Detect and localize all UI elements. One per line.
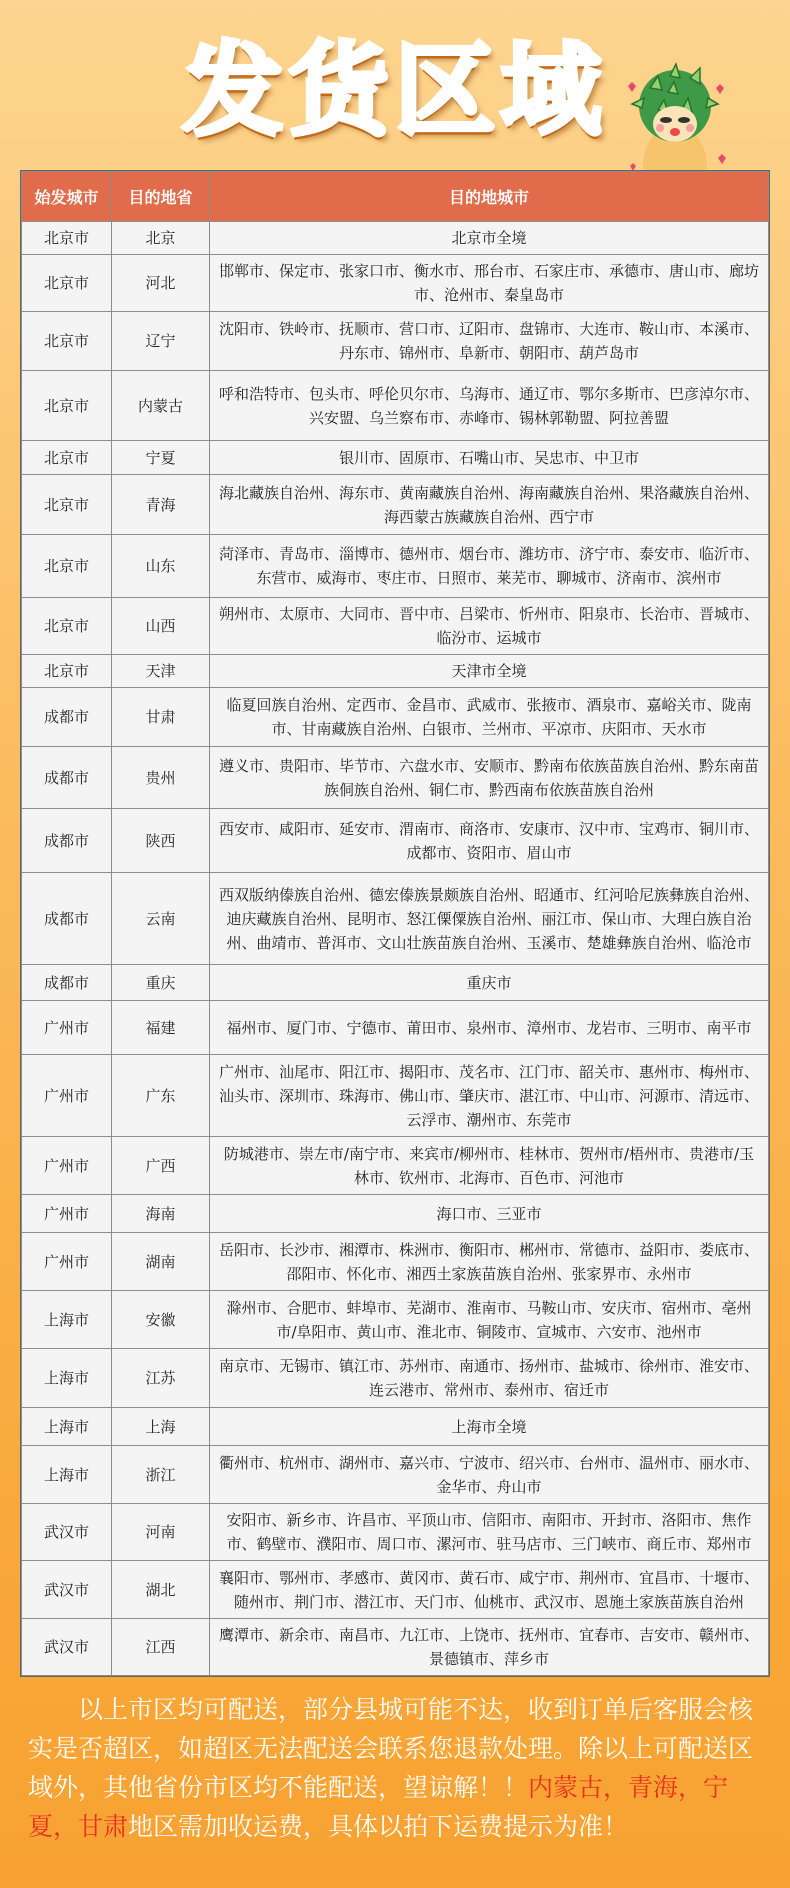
table-row [22, 1504, 769, 1561]
cities-cell: 广州市、汕尾市、阳江市、揭阳市、茂名市、江门市、韶关市、惠州市、梅州市、汕头市、深圳市、珠海市、佛山市、肇庆市、湛江市、中山市、河源市、清远市、云浮市、潮州市、东莞市 [210, 1055, 769, 1137]
cities-cell: 防城港市、崇左市/南宁市、来宾市/柳州市、桂林市、贺州市/梧州市、贵港市/玉林市、钦州市、北海市、百色市、河池市 [210, 1137, 769, 1195]
table-row [22, 809, 769, 873]
table-row [22, 1001, 769, 1055]
table-row [22, 312, 769, 371]
table-row [22, 371, 769, 441]
table-row [22, 873, 769, 965]
table-row [22, 747, 769, 809]
cities-cell: 西安市、咸阳市、延安市、渭南市、商洛市、安康市、汉中市、宝鸡市、铜川市、成都市、资阳市、眉山市 [210, 809, 769, 873]
province-cell: 陕西 [112, 809, 210, 873]
province-cell: 重庆 [112, 965, 210, 1001]
header-destination-cities: 目的地城市 [210, 172, 769, 222]
shipping-table-container [20, 170, 770, 1677]
header-origin-city: 始发城市 [22, 172, 112, 222]
cities-cell: 沈阳市、铁岭市、抚顺市、营口市、辽阳市、盘锦市、大连市、鞍山市、本溪市、丹东市、锦州市、阜新市、朝阳市、葫芦岛市 [210, 312, 769, 371]
cities-cell: 北京市全境 [210, 222, 769, 255]
table-row [22, 1233, 769, 1291]
origin-cell: 广州市 [22, 1001, 112, 1055]
province-cell: 福建 [112, 1001, 210, 1055]
origin-cell: 上海市 [22, 1408, 112, 1446]
table-row [22, 441, 769, 475]
table-row [22, 1619, 769, 1676]
table-row [22, 1408, 769, 1446]
table-row [22, 222, 769, 255]
cities-cell: 福州市、厦门市、宁德市、莆田市、泉州市、漳州市、龙岩市、三明市、南平市 [210, 1001, 769, 1055]
table-row [22, 1561, 769, 1619]
cities-cell: 海口市、三亚市 [210, 1195, 769, 1233]
province-cell: 河南 [112, 1504, 210, 1561]
origin-cell: 北京市 [22, 535, 112, 598]
title-area [0, 18, 790, 168]
origin-cell: 北京市 [22, 222, 112, 255]
origin-cell: 成都市 [22, 809, 112, 873]
origin-cell: 上海市 [22, 1446, 112, 1504]
province-cell: 江西 [112, 1619, 210, 1676]
table-row [22, 535, 769, 598]
province-cell: 甘肃 [112, 688, 210, 747]
cities-cell: 鹰潭市、新余市、南昌市、九江市、上饶市、抚州市、宜春市、吉安市、赣州市、景德镇市、萍乡市 [210, 1619, 769, 1676]
origin-cell: 北京市 [22, 441, 112, 475]
table-row [22, 1291, 769, 1349]
cities-cell: 遵义市、贵阳市、毕节市、六盘水市、安顺市、黔南布依族苗族自治州、黔东南苗族侗族自治州、铜仁市、黔西南布依族苗族自治州 [210, 747, 769, 809]
origin-cell: 广州市 [22, 1137, 112, 1195]
table-row [22, 688, 769, 747]
cities-cell: 滁州市、合肥市、蚌埠市、芜湖市、淮南市、马鞍山市、安庆市、宿州市、亳州市/阜阳市、黄山市、淮北市、铜陵市、宣城市、六安市、池州市 [210, 1291, 769, 1349]
origin-cell: 广州市 [22, 1055, 112, 1137]
cities-cell: 重庆市 [210, 965, 769, 1001]
province-cell: 辽宁 [112, 312, 210, 371]
cities-cell: 衢州市、杭州市、湖州市、嘉兴市、宁波市、绍兴市、台州市、温州市、丽水市、金华市、舟山市 [210, 1446, 769, 1504]
origin-cell: 武汉市 [22, 1561, 112, 1619]
origin-cell: 北京市 [22, 255, 112, 312]
origin-cell: 北京市 [22, 475, 112, 535]
notice-highlight-text: 内蒙古，青海 [528, 1773, 679, 1802]
cities-cell: 邯郸市、保定市、张家口市、衡水市、邢台市、石家庄市、承德市、唐山市、廊坊市、沧州市、秦皇岛市 [210, 255, 769, 312]
origin-cell: 上海市 [22, 1291, 112, 1349]
notice-text: 以上市区均可配送，部分县城可能不达，收到订单后客服会核实是否超区，如超区无法配送会联系您退款处理。除以上可配送区域外，其他省份市区均不能配送，望谅解！！ [28, 1695, 754, 1802]
origin-cell: 成都市 [22, 688, 112, 747]
origin-cell: 广州市 [22, 1233, 112, 1291]
table-row [22, 255, 769, 312]
province-cell: 湖北 [112, 1561, 210, 1619]
origin-cell: 成都市 [22, 965, 112, 1001]
table-row [22, 598, 769, 655]
table-header-row [22, 172, 769, 222]
cities-cell: 襄阳市、鄂州市、孝感市、黄冈市、黄石市、咸宁市、荆州市、宜昌市、十堰市、随州市、荆门市、潜江市、天门市、仙桃市、武汉市、恩施土家族苗族自治州 [210, 1561, 769, 1619]
cities-cell: 临夏回族自治州、定西市、金昌市、武威市、张掖市、酒泉市、嘉峪关市、陇南市、甘南藏族自治州、白银市、兰州市、平凉市、庆阳市、天水市 [210, 688, 769, 747]
province-cell: 贵州 [112, 747, 210, 809]
province-cell: 山东 [112, 535, 210, 598]
header-destination-province: 目的地省 [112, 172, 210, 222]
notice-highlight-text: 宁夏，甘肃 [28, 1773, 729, 1841]
cities-cell: 西双版纳傣族自治州、德宏傣族景颇族自治州、昭通市、红河哈尼族彝族自治州、迪庆藏族自治州、昆明市、怒江傈僳族自治州、丽江市、保山市、大理白族自治州、曲靖市、普洱市、文山壮族苗族自治州、玉溪市、楚雄彝族自治州、临沧市 [210, 873, 769, 965]
province-cell: 内蒙古 [112, 371, 210, 441]
province-cell: 云南 [112, 873, 210, 965]
province-cell: 浙江 [112, 1446, 210, 1504]
table-row [22, 1137, 769, 1195]
province-cell: 江苏 [112, 1349, 210, 1408]
origin-cell: 北京市 [22, 598, 112, 655]
shipping-table [21, 171, 769, 1676]
origin-cell: 成都市 [22, 873, 112, 965]
cities-cell: 岳阳市、长沙市、湘潭市、株洲市、衡阳市、郴州市、常德市、益阳市、娄底市、邵阳市、怀化市、湘西土家族苗族自治州、张家界市、永州市 [210, 1233, 769, 1291]
province-cell: 安徽 [112, 1291, 210, 1349]
table-row [22, 655, 769, 688]
province-cell: 上海 [112, 1408, 210, 1446]
page-title: 发货区域 [183, 32, 607, 149]
cities-cell: 天津市全境 [210, 655, 769, 688]
cities-cell: 安阳市、新乡市、许昌市、平顶山市、信阳市、南阳市、开封市、洛阳市、焦作市、鹤壁市、濮阳市、周口市、漯河市、驻马店市、三门峡市、商丘市、郑州市 [210, 1504, 769, 1561]
province-cell: 湖南 [112, 1233, 210, 1291]
origin-cell: 北京市 [22, 312, 112, 371]
cities-cell: 南京市、无锡市、镇江市、苏州市、南通市、扬州市、盐城市、徐州市、淮安市、连云港市、常州市、泰州市、宿迁市 [210, 1349, 769, 1408]
cities-cell: 银川市、固原市、石嘴山市、吴忠市、中卫市 [210, 441, 769, 475]
table-row [22, 475, 769, 535]
province-cell: 天津 [112, 655, 210, 688]
province-cell: 山西 [112, 598, 210, 655]
table-row [22, 1349, 769, 1408]
table-row [22, 1055, 769, 1137]
origin-cell: 广州市 [22, 1195, 112, 1233]
province-cell: 广东 [112, 1055, 210, 1137]
cities-cell: 呼和浩特市、包头市、呼伦贝尔市、乌海市、通辽市、鄂尔多斯市、巴彦淖尔市、兴安盟、乌兰察布市、赤峰市、锡林郭勒盟、阿拉善盟 [210, 371, 769, 441]
origin-cell: 武汉市 [22, 1619, 112, 1676]
origin-cell: 上海市 [22, 1349, 112, 1408]
province-cell: 青海 [112, 475, 210, 535]
cities-cell: 上海市全境 [210, 1408, 769, 1446]
province-cell: 广西 [112, 1137, 210, 1195]
table-row [22, 1195, 769, 1233]
origin-cell: 北京市 [22, 371, 112, 441]
province-cell: 北京 [112, 222, 210, 255]
cities-cell: 海北藏族自治州、海东市、黄南藏族自治州、海南藏族自治州、果洛藏族自治州、海西蒙古族藏族自治州、西宁市 [210, 475, 769, 535]
cities-cell: 朔州市、太原市、大同市、晋中市、吕梁市、忻州市、阳泉市、长治市、晋城市、临汾市、运城市 [210, 598, 769, 655]
province-cell: 河北 [112, 255, 210, 312]
cities-cell: 菏泽市、青岛市、淄博市、德州市、烟台市、潍坊市、济宁市、泰安市、临沂市、东营市、威海市、枣庄市、日照市、莱芜市、聊城市、济南市、滨州市 [210, 535, 769, 598]
notice-text: 地区需加收运费，具体以拍下运费提示为准！ [128, 1812, 629, 1841]
origin-cell: 北京市 [22, 655, 112, 688]
province-cell: 宁夏 [112, 441, 210, 475]
table-row [22, 965, 769, 1001]
origin-cell: 成都市 [22, 747, 112, 809]
origin-cell: 武汉市 [22, 1504, 112, 1561]
notice-separator: ， [678, 1773, 704, 1802]
table-row [22, 1446, 769, 1504]
shipping-notice [28, 1690, 768, 1846]
province-cell: 海南 [112, 1195, 210, 1233]
